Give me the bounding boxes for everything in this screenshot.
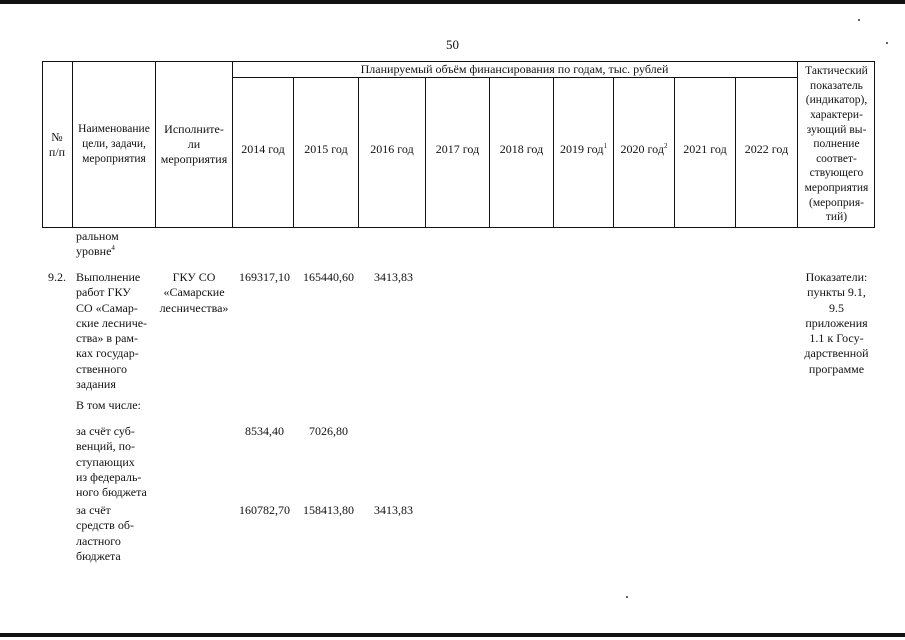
header-indicator: Тактический показатель (индикатор), характери- зующий вы- полнение соответ- ствующего мероприятия (мероприя- тий) bbox=[804, 65, 869, 224]
federal-value-2015: 7026,80 bbox=[309, 424, 348, 438]
header-funding-title: Планируемый объём финансирования по годам, тыс. рублей bbox=[360, 62, 669, 76]
top-border-line bbox=[0, 0, 905, 4]
including-label: В том числе: bbox=[76, 398, 141, 412]
scan-speck bbox=[626, 596, 628, 598]
regional-value-2015: 158413,80 bbox=[303, 503, 354, 517]
header-year-2016: 2016 год bbox=[370, 142, 414, 156]
header-number: № п/п bbox=[48, 129, 66, 159]
item-number: 9.2. bbox=[48, 270, 66, 284]
header-year-2018: 2018 год bbox=[499, 142, 544, 156]
item-value-2015: 165440,60 bbox=[303, 270, 354, 284]
funding-title-underline bbox=[232, 77, 797, 78]
header-year-2022: 2022 год bbox=[744, 142, 789, 156]
page-number: 50 bbox=[446, 37, 459, 52]
header-name: Наименование цели, задачи, мероприятия bbox=[78, 123, 150, 165]
item-indicator: Показатели: пункты 9.1, 9.5 приложения 1.1 к Госу- дарственной программе bbox=[804, 270, 869, 376]
regional-funding-name: за счёт средств об- ластного бюджета bbox=[76, 503, 134, 563]
item-executor: ГКУ СО «Самарские лесничества» bbox=[159, 270, 229, 315]
bottom-border-line bbox=[0, 633, 905, 637]
scan-speck bbox=[858, 19, 860, 21]
item-value-2014: 169317,10 bbox=[239, 270, 290, 284]
header-year-2015: 2015 год bbox=[304, 142, 348, 156]
item-value-2016: 3413,83 bbox=[374, 270, 413, 284]
header-year-2014: 2014 год bbox=[241, 142, 285, 156]
regional-value-2016: 3413,83 bbox=[374, 503, 413, 517]
header-year-2017: 2017 год bbox=[435, 142, 480, 156]
header-year-2019: 2019 год$^1$ bbox=[560, 142, 607, 156]
header-year-2021: 2021 год bbox=[683, 142, 727, 156]
federal-funding-name: за счёт суб- венций, по- ступающих из федераль- ного бюджета bbox=[76, 424, 147, 500]
continuation-text: ральном уровне$^4$ bbox=[76, 229, 119, 259]
header-executor: Исполните- ли мероприятия bbox=[160, 122, 228, 166]
header-year-2020: 2020 год$^2$ bbox=[620, 142, 668, 156]
item-name: Выполнение работ ГКУ СО «Самар- ские лесниче- ства» в рам- ках государ- ственного задания bbox=[76, 270, 148, 392]
federal-value-2014: 8534,40 bbox=[245, 424, 284, 438]
regional-value-2014: 160782,70 bbox=[239, 503, 290, 517]
